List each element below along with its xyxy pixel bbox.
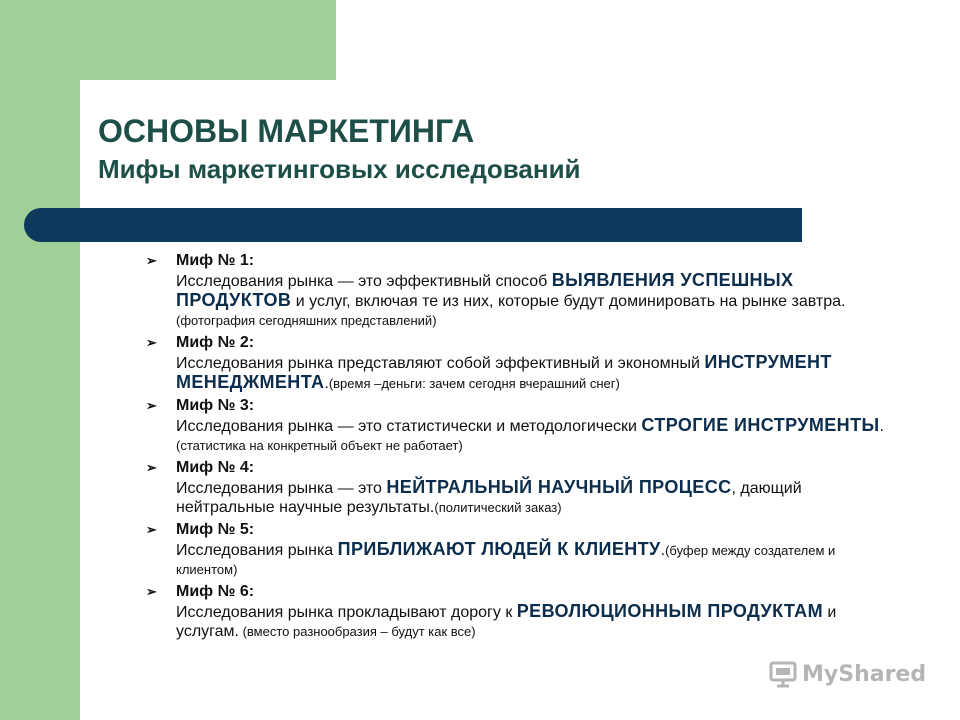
myth-item [146, 396, 886, 455]
myth-note: (вместо разнообразия – будут как все) [238, 624, 476, 639]
bullet-arrow-icon: ➢ [146, 460, 157, 475]
myth-emphasis: ВЫЯВЛЕНИЯ УСПЕШНЫХ ПРОДУКТОВ [176, 270, 794, 310]
decorative-green-left [0, 0, 80, 720]
slide-title: ОСНОВЫ МАРКЕТИНГА [98, 113, 475, 149]
myth-item [146, 333, 886, 393]
myth-heading: Миф № 3: [176, 397, 255, 414]
myth-note: (время –деньги: зачем сегодня вчерашний снег) [328, 376, 620, 391]
myth-heading: Миф № 1: [176, 252, 255, 269]
presentation-board-icon [768, 659, 798, 689]
myth-emphasis: РЕВОЛЮЦИОННЫМ ПРОДУКТАМ [516, 601, 823, 621]
myth-note: (фотография сегодняшних представлений) [176, 313, 437, 328]
myth-item [146, 251, 886, 330]
bullet-arrow-icon: ➢ [146, 335, 157, 350]
myth-emphasis: СТРОГИЕ ИНСТРУМЕНТЫ [641, 415, 880, 435]
myth-text: Исследования рынка — это эффективный способ ВЫЯВЛЕНИЯ УСПЕШНЫХ ПРОДУКТОВ и услуг, включая те из них, которые будут доминировать на рынке завтра. (фотография сегодняшних представлений) [176, 270, 846, 328]
decorative-divider-bar [24, 208, 802, 242]
myth-item [146, 458, 886, 517]
myths-list [146, 251, 886, 644]
myth-item [146, 582, 886, 641]
myth-emphasis: ПРИБЛИЖАЮТ ЛЮДЕЙ К КЛИЕНТУ [337, 539, 661, 559]
myth-text: Исследования рынка ПРИБЛИЖАЮТ ЛЮДЕЙ К КЛИЕНТУ.(буфер между создателем и клиентом) [176, 539, 836, 577]
myth-text: Исследования рынка — это НЕЙТРАЛЬНЫЙ НАУЧНЫЙ ПРОЦЕСС, дающий нейтральные научные результаты.(политический заказ) [176, 477, 802, 516]
myth-heading: Миф № 4: [176, 459, 255, 476]
bullet-arrow-icon: ➢ [146, 584, 157, 599]
watermark [768, 658, 926, 690]
myth-item [146, 520, 886, 579]
myth-emphasis: ИНСТРУМЕНТ МЕНЕДЖМЕНТА [176, 352, 832, 392]
myth-text: Исследования рынка — это статистически и методологически СТРОГИЕ ИНСТРУМЕНТЫ.(статистика на конкретный объект не работает) [176, 415, 884, 453]
myth-note: (буфер между создателем и клиентом) [176, 543, 836, 577]
myth-emphasis: НЕЙТРАЛЬНЫЙ НАУЧНЫЙ ПРОЦЕСС [386, 477, 732, 497]
myth-heading: Миф № 2: [176, 334, 255, 351]
myth-text: Исследования рынка представляют собой эффективный и экономный ИНСТРУМЕНТ МЕНЕДЖМЕНТА.(время –деньги: зачем сегодня вчерашний снег) [176, 352, 832, 392]
bullet-arrow-icon: ➢ [146, 522, 157, 537]
bullet-arrow-icon: ➢ [146, 253, 157, 268]
myth-heading: Миф № 5: [176, 521, 255, 538]
bullet-arrow-icon: ➢ [146, 398, 157, 413]
myth-heading: Миф № 6: [176, 583, 255, 600]
watermark-text: MyShared [802, 661, 927, 687]
myth-text: Исследования рынка прокладывают дорогу к РЕВОЛЮЦИОННЫМ ПРОДУКТАМ и услугам. (вместо разнообразия – будут как все) [176, 601, 837, 640]
myth-note: (статистика на конкретный объект не работает) [176, 438, 463, 453]
myth-note: (политический заказ) [434, 500, 562, 515]
slide-subtitle: Мифы маркетинговых исследований [98, 154, 581, 184]
